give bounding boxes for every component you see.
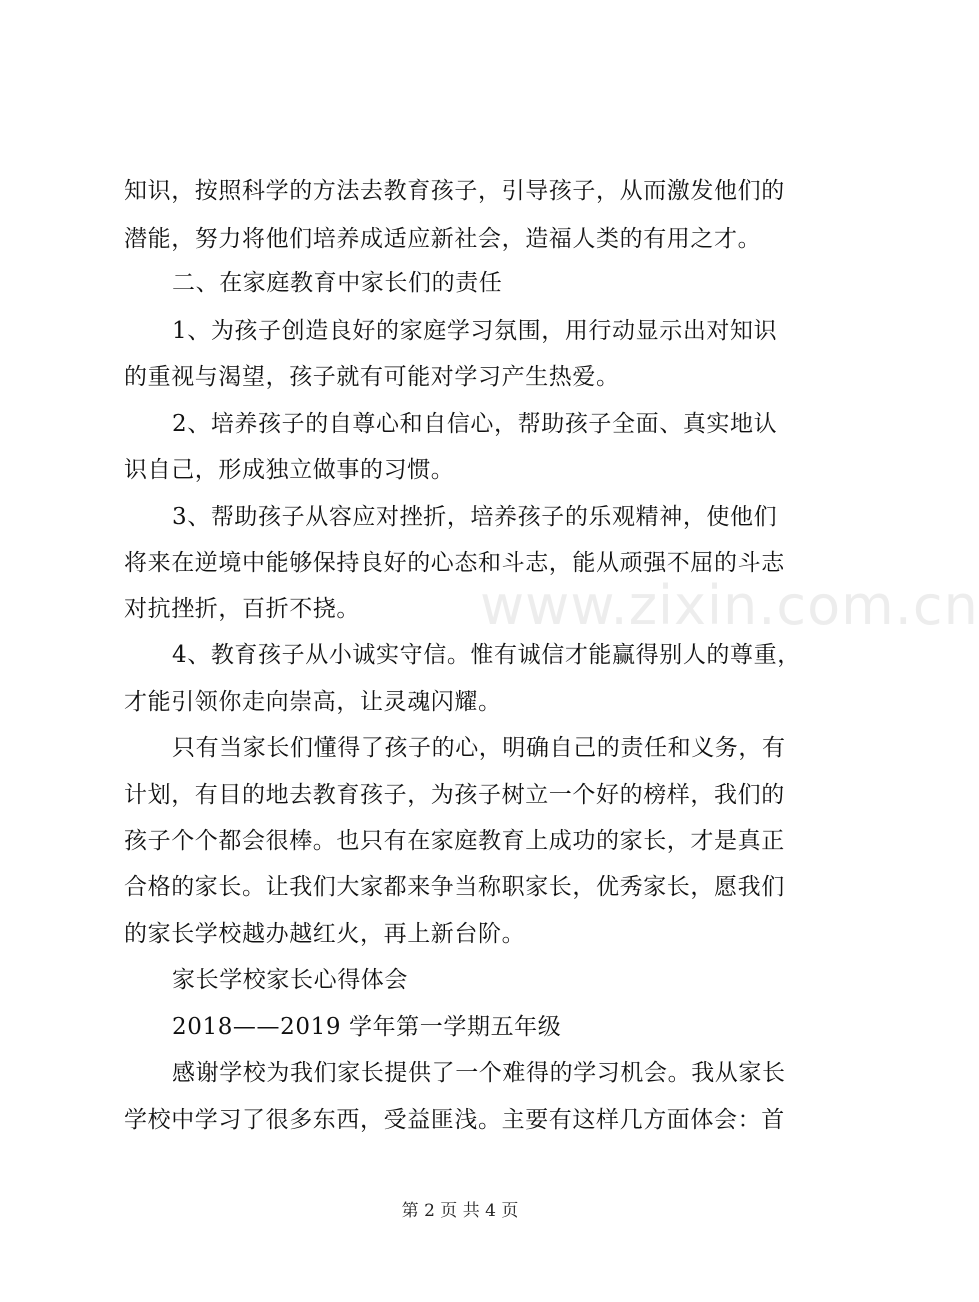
text-line: 合格的家长。让我们大家都来争当称职家长，优秀家长，愿我们 — [124, 874, 785, 900]
text-line: 知识，按照科学的方法去教育孩子，引导孩子，从而激发他们的 — [124, 178, 785, 204]
watermark: www.zixin.com.cn — [480, 574, 979, 637]
text-line: 2、培养孩子的自尊心和自信心，帮助孩子全面、真实地认 — [172, 411, 778, 437]
text-line: 只有当家长们懂得了孩子的心，明确自己的责任和义务，有 — [172, 735, 786, 761]
text-line: 4、教育孩子从小诚实守信。惟有诚信才能赢得别人的尊重， — [172, 642, 801, 668]
text-line: 才能引领你走向崇高，让灵魂闪耀。 — [124, 689, 502, 715]
text-line: 将来在逆境中能够保持良好的心态和斗志，能从顽强不屈的斗志 — [124, 550, 785, 576]
page-footer: 第 2 页 共 4 页 — [401, 1201, 519, 1221]
document-subtitle: 2018——2019 学年第一学期五年级 — [172, 1014, 562, 1040]
text-line: 的重视与渴望，孩子就有可能对学习产生热爱。 — [124, 364, 620, 390]
text-line: 识自己，形成独立做事的习惯。 — [124, 457, 455, 483]
text-line: 潜能，努力将他们培养成适应新社会，造福人类的有用之才。 — [124, 226, 762, 252]
text-line: 孩子个个都会很棒。也只有在家庭教育上成功的家长，才是真正 — [124, 828, 785, 854]
text-line: 计划，有目的地去教育孩子，为孩子树立一个好的榜样，我们的 — [124, 782, 785, 808]
text-line: 感谢学校为我们家长提供了一个难得的学习机会。我从家长 — [172, 1060, 786, 1086]
text-line: 1、为孩子创造良好的家庭学习氛围，用行动显示出对知识 — [172, 318, 778, 344]
section-heading: 二、在家庭教育中家长们的责任 — [172, 270, 503, 296]
text-line: 的家长学校越办越红火，再上新台阶。 — [124, 921, 526, 947]
text-line: 学校中学习了很多东西，受益匪浅。主要有这样几方面体会：首 — [124, 1107, 785, 1133]
text-line: 3、帮助孩子从容应对挫折，培养孩子的乐观精神，使他们 — [172, 504, 778, 530]
text-line: 对抗挫折，百折不挠。 — [124, 596, 360, 622]
document-title: 家长学校家长心得体会 — [172, 967, 408, 993]
